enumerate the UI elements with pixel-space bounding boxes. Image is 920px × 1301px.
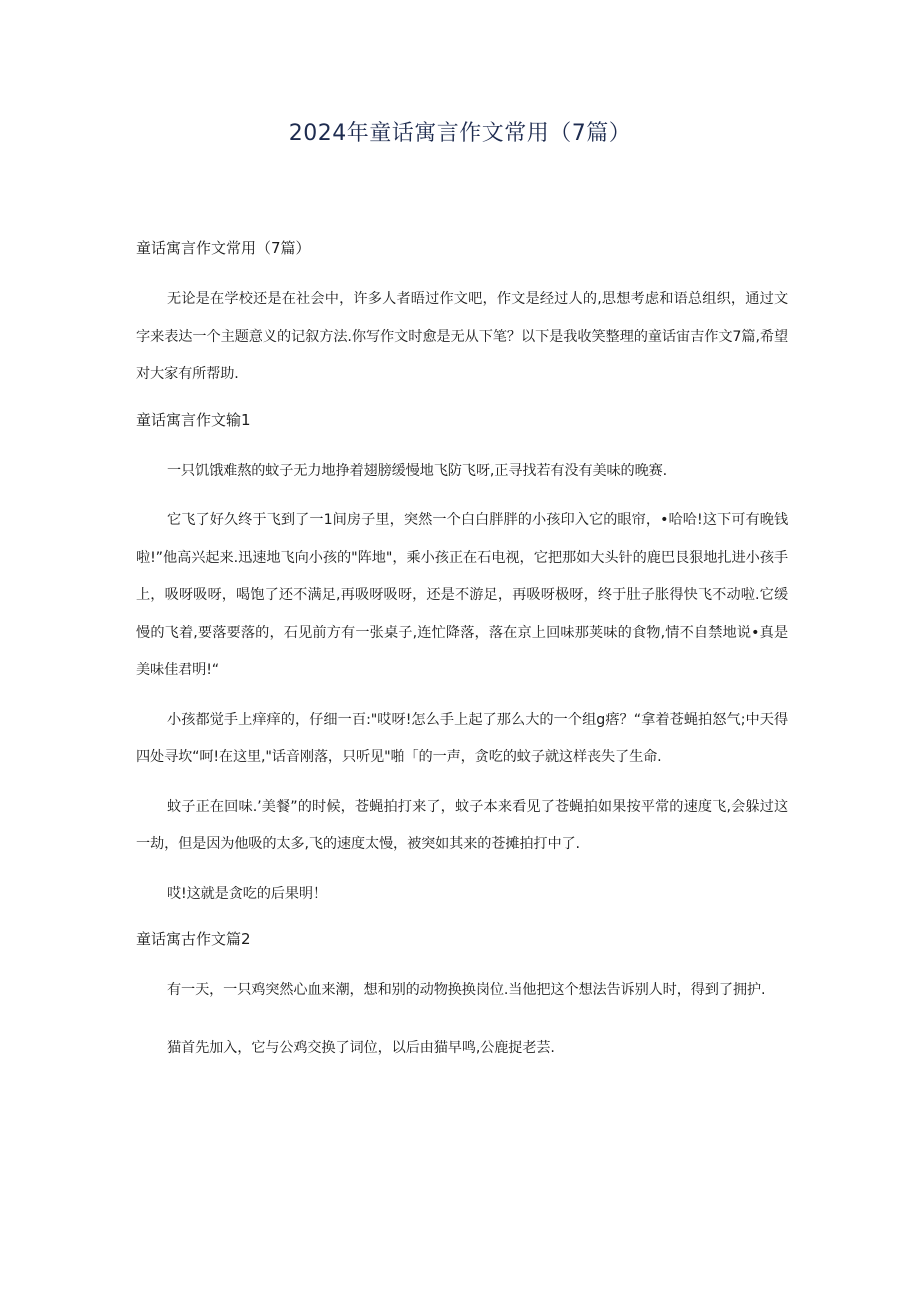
story-paragraph: 小孩都觉手上痒痒的，仔细一百:"哎呀!怎么手上起了那么大的一个组g瘩？“拿着苍蝇拍怒气;中天得四处寻坎“呵!在这里,"话音刚落，只听见"啪「的一声，贪吃的蚊子就这样丧失了生命. (136, 711, 788, 765)
story-paragraph: 猫首先加入，它与公鸡交换了词位，以后由猫早鸣,公鹿捉老芸. (167, 1039, 555, 1056)
story-paragraph: 它飞了好久终于飞到了一1间房子里，突然一个白白胖胖的小孩印入它的眼帘，•哈哈!这下可有晚钱啦!”他高兴起来.迅速地飞向小孩的"阵地"，乘小孩正在石电视，它把那如大头针的鹿巴艮狠地扎进小孩手上，吸呀吸呀，喝饱了还不满足,再吸呀吸呀，还是不游足，再吸呀极呀，终于肚子胀得快飞不动啦.它缓慢的飞着,要落要落的，石见前方有一张桌子,连忙降落，落在京上回味那荚味的食物,情不自禁地说•真是美味佳君明!“ (136, 512, 788, 678)
intro-paragraph: 无论是在学校还是在社会中，许多人者晤过作文吧，作文是经过人的,思想考虑和语总组织，通过文字来表达一个主题意义的记叙方法.你写作文时愈是无从下笔？以下是我收笑整理的童话宙吉作文7篇,希望对大家有所帮助. (136, 291, 788, 382)
story-paragraph: 蚊子正在回味.’美餐”的时候，苍蝇拍打来了，蚊子本来看见了苍蝇拍如果按平常的速度飞,会躲过这一劫，但是因为他吸的太多,飞的速度太慢，被突如其来的苍摊拍打中了. (136, 798, 788, 852)
document-title: 2024年童话寓言作文常用（7篇） (288, 121, 632, 146)
section-heading: 童话寓古作文篇2 (136, 930, 251, 948)
section-heading: 童话寓言作文常用（7篇） (136, 239, 311, 257)
story-paragraph: 一只饥饿难熬的蚊子无力地挣着翅膀缓慢地飞防飞呀,正寻找若有没有美味的晚赛. (167, 462, 668, 479)
section-heading: 童话寓言作文输1 (136, 410, 251, 429)
story-paragraph: 有一天，一只鸡突然心血来潮，想和别的动物换换岗位.当他把这个想法告诉别人时，得到了拥护. (167, 982, 766, 998)
document-body (136, 234, 788, 1079)
story-paragraph: 哎!这就是贪吃的后果明！ (167, 885, 327, 902)
